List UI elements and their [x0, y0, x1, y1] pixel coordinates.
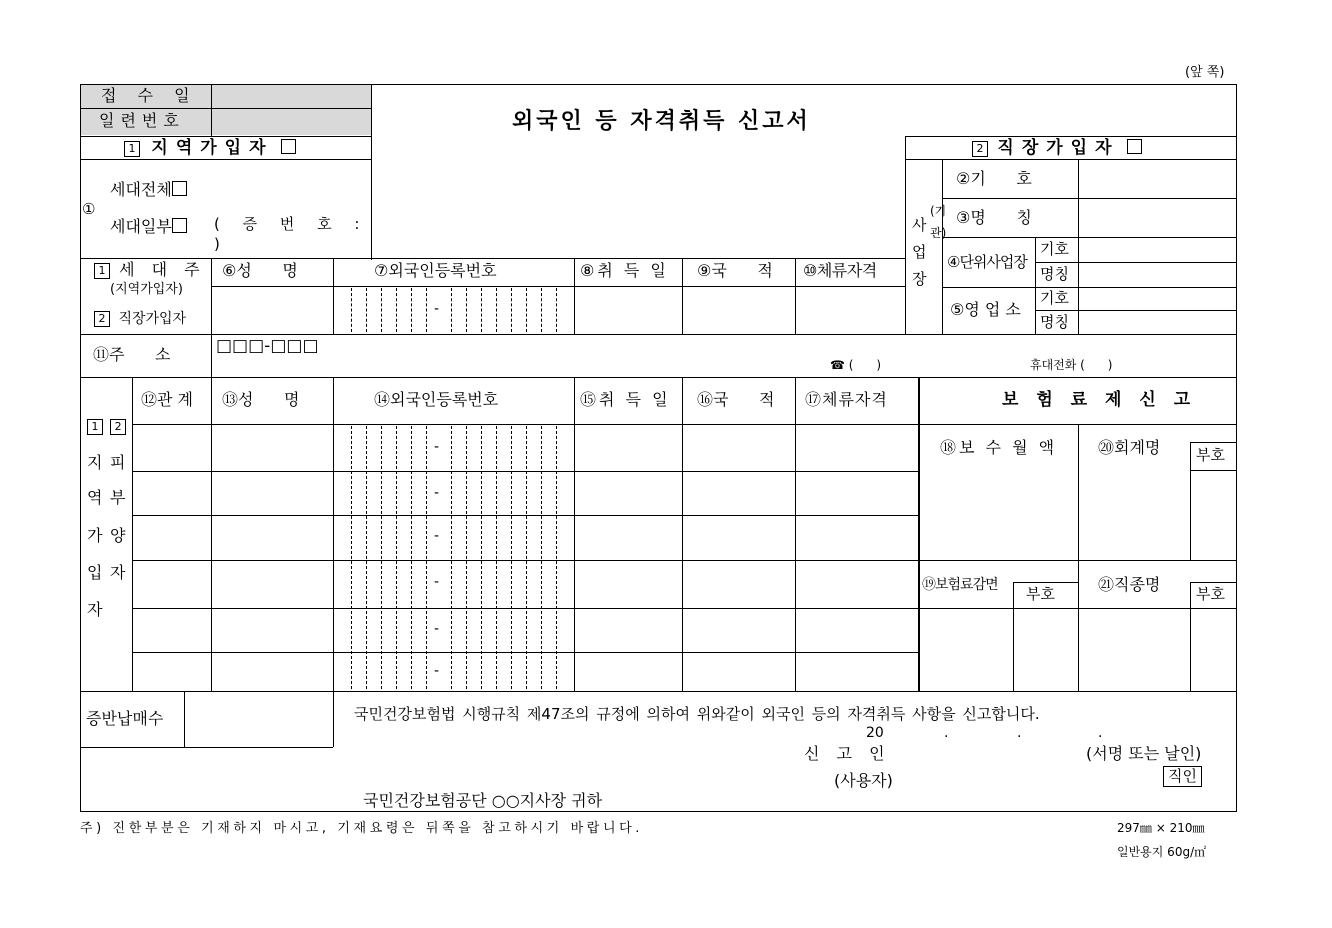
partial-household-checkbox[interactable]: [172, 218, 187, 233]
side-char-9: 자: [110, 563, 126, 582]
householder-number-box-2: 2: [94, 311, 110, 327]
statement-text: 국민건강보험법 시행규칙 제47조의 규정에 의하여 위와같이 외국인 등의 자격취득 사항을 신고합니다.: [354, 705, 1040, 723]
dependent-dash-4: -: [434, 574, 440, 590]
householder-nationality-header: ⑨국 적: [697, 261, 773, 280]
relation-header: ⑫관 계: [141, 390, 193, 409]
householder-stay-header: ⑩체류자격: [803, 261, 877, 280]
unit-code-label: 기호: [1040, 240, 1069, 258]
reduction-label: ⑲보험료감면: [922, 577, 998, 593]
regional-label: 지역가입자: [151, 138, 274, 158]
regional-number-box: 1: [124, 141, 140, 157]
householder-reg-no-header: ⑦외국인등록번호: [374, 261, 497, 280]
form-frame: [80, 84, 1237, 812]
dependent-dash-2: -: [434, 485, 440, 501]
dependent-dash-1: -: [434, 439, 440, 455]
household-num: ①: [82, 200, 96, 218]
dependent-nationality-header: ⑯국 적: [697, 390, 775, 409]
page-title: 외국인 등 자격취득 신고서: [512, 109, 811, 134]
dependent-dash-6: -: [434, 663, 440, 679]
side-char-3: 가: [87, 526, 103, 545]
workplace-name-label: ③명 칭: [956, 208, 1032, 227]
workplace-number-box: 2: [972, 141, 988, 157]
branch-code-label: 기호: [1040, 289, 1069, 307]
workplace-header: [972, 139, 1142, 157]
dependents-number-box-2: 2: [110, 419, 126, 435]
householder-regional-sub: (지역가입자): [110, 282, 183, 297]
sign-label: (서명 또는 날인): [1086, 744, 1202, 763]
side-char-2: 역: [87, 488, 103, 507]
date-dot-1: .: [944, 725, 949, 741]
workplace-side-label: 사업장: [912, 216, 927, 288]
dependents-number-boxes: [87, 418, 126, 435]
dependent-acq-date-header: ⑮취 득 일: [580, 390, 671, 409]
workplace-symbol-label: ②기 호: [956, 169, 1032, 188]
side-char-7: 부: [110, 488, 126, 507]
whole-household-option: [110, 181, 187, 198]
workplace-checkbox[interactable]: [1127, 139, 1142, 154]
dependent-stay-header: ⑰체류자격: [805, 390, 888, 409]
householder-workplace-row: [94, 311, 186, 327]
job-type-label: ㉑직종명: [1098, 575, 1161, 594]
phone-value: ( ): [848, 358, 882, 372]
branch-name-label: 명칭: [1040, 313, 1069, 331]
whole-household-checkbox[interactable]: [172, 181, 187, 196]
householder-label-row: [94, 262, 206, 279]
householder-reg-no-dash: -: [434, 301, 440, 317]
branch-label: ⑤영 업 소: [950, 300, 1021, 319]
unit-workplace-label: ④단위사업장: [947, 253, 1027, 271]
dependent-reg-no-header: ⑭외국인등록번호: [374, 390, 499, 409]
paper-type: 일반용지 60g/㎡: [1117, 845, 1207, 859]
addressee: 국민건강보험공단 ○○지사장 귀하: [363, 791, 603, 810]
partial-household-label: 세대일부: [110, 217, 172, 236]
employer-label: (사용자): [834, 771, 893, 790]
serial-no-value-cell: [212, 109, 371, 135]
workplace-side-sub: (기관): [930, 204, 947, 240]
regional-checkbox[interactable]: [281, 139, 296, 154]
phone-icon: ☎: [830, 358, 845, 372]
page-side-label: (앞 쪽): [1185, 65, 1225, 80]
cert-no-label: ( 증 번 호 :: [214, 215, 360, 233]
received-date-label: 접 수 일: [101, 86, 198, 105]
side-char-6: 피: [110, 453, 126, 472]
reporter-label: 신 고 인: [804, 744, 891, 763]
whole-household-label: 세대전체: [110, 180, 172, 199]
workplace-label: 직장가입자: [997, 138, 1120, 158]
date-dot-3: .: [1098, 725, 1103, 741]
regional-header: [124, 139, 296, 157]
dependent-dash-5: -: [434, 621, 440, 637]
date-dot-2: .: [1017, 725, 1022, 741]
serial-no-label: 일련번호: [99, 111, 185, 130]
postal-code-boxes[interactable]: □□□-□□□: [216, 336, 319, 356]
unit-name-label: 명칭: [1040, 265, 1069, 283]
reduction-code-label: 부호: [1026, 585, 1055, 603]
side-char-4: 입: [87, 563, 103, 582]
cert-copies-label: 증반납매수: [86, 709, 164, 728]
dependents-number-box-1: 1: [87, 419, 103, 435]
householder-number-box-1: 1: [94, 263, 110, 279]
account-label: ⑳회계명: [1098, 438, 1161, 457]
premium-title: 보 험 료 제 신 고: [1002, 390, 1197, 410]
side-char-8: 양: [110, 526, 126, 545]
paper-size: 297㎜ × 210㎜: [1117, 821, 1205, 835]
mobile-field[interactable]: 휴대전화 ( ): [1030, 358, 1113, 372]
householder-workplace-sub: 직장가입자: [118, 311, 187, 327]
side-char-1: 지: [87, 453, 103, 472]
received-date-value-cell: [212, 85, 371, 108]
seal-box: 직인: [1163, 766, 1202, 787]
account-code-label: 부호: [1196, 446, 1225, 464]
side-char-5: 자: [87, 600, 103, 619]
date-year-prefix: 20: [866, 725, 884, 741]
cert-no-close: ): [214, 235, 220, 253]
householder-name-header: ⑥성 명: [222, 261, 298, 280]
dependent-dash-3: -: [434, 528, 440, 544]
job-code-label: 부호: [1196, 585, 1225, 603]
footnote: 주) 진한부분은 기재하지 마시고, 기재요령은 뒤쪽을 참고하시기 바랍니다.: [80, 821, 644, 836]
householder-acq-date-header: ⑧취 득 일: [580, 261, 669, 280]
phone-field[interactable]: [830, 359, 881, 371]
address-label: ⑪주 소: [93, 345, 171, 364]
dependent-name-header: ⑬성 명: [222, 390, 300, 409]
householder-label: 세 대 주: [119, 260, 206, 279]
partial-household-option: [110, 218, 187, 235]
monthly-pay-label: ⑱보 수 월 액: [940, 438, 1058, 457]
